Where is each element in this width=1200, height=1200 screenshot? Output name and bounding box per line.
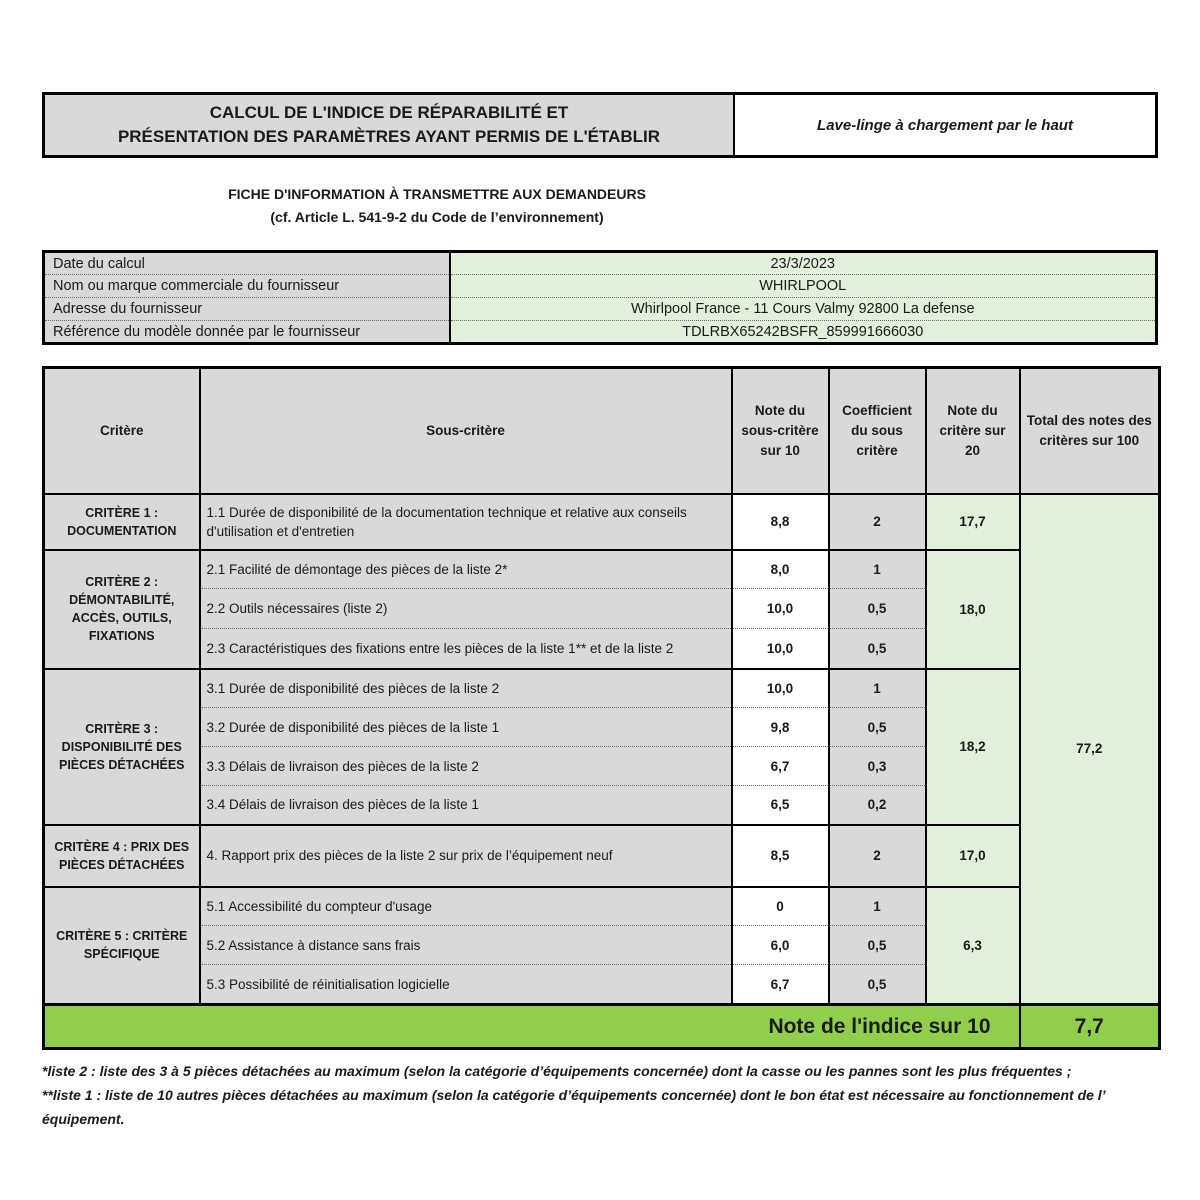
document-title-line2: PRÉSENTATION DES PARAMÈTRES AYANT PERMIS DE L'ÉTABLIR — [117, 127, 661, 146]
subtitle-line1: FICHE D'INFORMATION À TRANSMETTRE AUX DEMANDEURS — [228, 186, 646, 202]
coefficient-cell: 0,2 — [829, 786, 926, 825]
table-row — [44, 494, 1160, 550]
info-label: Nom ou marque commerciale du fournisseur — [44, 275, 450, 298]
info-value: WHIRLPOOL — [450, 275, 1157, 298]
document-title-line1: CALCUL DE L'INDICE DE RÉPARABILITÉ ET — [209, 103, 569, 122]
coefficient-cell: 2 — [829, 494, 926, 550]
table-row — [44, 550, 1160, 589]
info-value: 23/3/2023 — [450, 252, 1157, 275]
criterion-name-cell: CRITÈRE 3 : DISPONIBILITÉ DES PIÈCES DÉTACHÉES — [44, 669, 200, 825]
product-category-cell — [735, 95, 1155, 155]
coefficient-cell: 0,5 — [829, 926, 926, 965]
criterion-score-cell: 18,2 — [926, 669, 1020, 825]
column-header-critere: Critère — [44, 368, 200, 494]
info-label: Référence du modèle donnée par le fournisseur — [44, 321, 450, 344]
coefficient-cell: 0,5 — [829, 708, 926, 747]
subcriterion-label-cell: 1.1 Durée de disponibilité de la documentation technique et relative aux conseils d'utilisation et d'entretien — [200, 494, 732, 550]
info-value: Whirlpool France - 11 Cours Valmy 92800 La defense — [450, 298, 1157, 321]
subcriterion-note-cell: 6,7 — [732, 747, 829, 786]
column-header-note-critere: Note du critère sur 20 — [926, 368, 1020, 494]
subcriterion-note-cell: 0 — [732, 887, 829, 926]
info-label: Date du calcul — [44, 252, 450, 275]
info-label: Adresse du fournisseur — [44, 298, 450, 321]
column-header-sous-critere: Sous-critère — [200, 368, 732, 494]
final-score-value: 7,7 — [1020, 1005, 1160, 1049]
criterion-score-cell: 17,0 — [926, 825, 1020, 887]
table-row — [44, 321, 1157, 344]
subcriterion-label-cell: 5.2 Assistance à distance sans frais — [200, 926, 732, 965]
subcriterion-label-cell: 2.1 Facilité de démontage des pièces de la liste 2* — [200, 550, 732, 589]
table-row — [44, 275, 1157, 298]
coefficient-cell: 0,3 — [829, 747, 926, 786]
subtitle — [42, 183, 832, 229]
criterion-name-cell: CRITÈRE 2 : DÉMONTABILITÉ, ACCÈS, OUTILS, FIXATIONS — [44, 550, 200, 669]
coefficient-cell: 0,5 — [829, 589, 926, 629]
criterion-name-cell: CRITÈRE 4 : PRIX DES PIÈCES DÉTACHÉES — [44, 825, 200, 887]
final-score-row — [44, 1005, 1160, 1049]
subcriterion-label-cell: 3.1 Durée de disponibilité des pièces de la liste 2 — [200, 669, 732, 708]
subcriterion-note-cell: 6,5 — [732, 786, 829, 825]
coefficient-cell: 1 — [829, 887, 926, 926]
document-header — [42, 92, 1158, 158]
column-header-total: Total des notes des critères sur 100 — [1020, 368, 1160, 494]
subcriterion-note-cell: 8,5 — [732, 825, 829, 887]
table-row — [44, 825, 1160, 887]
subcriterion-label-cell: 2.2 Outils nécessaires (liste 2) — [200, 589, 732, 629]
criterion-score-cell: 17,7 — [926, 494, 1020, 550]
subcriterion-label-cell: 3.3 Délais de livraison des pièces de la liste 2 — [200, 747, 732, 786]
criterion-score-cell: 6,3 — [926, 887, 1020, 1005]
coefficient-cell: 1 — [829, 550, 926, 589]
subcriterion-note-cell: 6,0 — [732, 926, 829, 965]
footnote-liste-1: **liste 1 : liste de 10 autres pièces détachées au maximum (selon la catégorie d’équipements concernée) dont le bon état est nécessaire au fonctionnement de l’ équipement. — [42, 1087, 1106, 1127]
subcriterion-note-cell: 10,0 — [732, 629, 829, 669]
subcriterion-note-cell: 10,0 — [732, 669, 829, 708]
criterion-score-cell: 18,0 — [926, 550, 1020, 669]
score-table-header-row — [44, 368, 1160, 494]
coefficient-cell: 2 — [829, 825, 926, 887]
subcriterion-label-cell: 5.1 Accessibilité du compteur d'usage — [200, 887, 732, 926]
subcriterion-label-cell: 3.2 Durée de disponibilité des pièces de la liste 1 — [200, 708, 732, 747]
final-score-label: Note de l'indice sur 10 — [44, 1005, 1020, 1049]
coefficient-cell: 0,5 — [829, 965, 926, 1005]
footnotes — [42, 1059, 1158, 1131]
subcriterion-note-cell: 6,7 — [732, 965, 829, 1005]
table-row — [44, 669, 1160, 708]
subcriterion-label-cell: 5.3 Possibilité de réinitialisation logicielle — [200, 965, 732, 1005]
table-row — [44, 252, 1157, 275]
column-header-coefficient: Coefficient du sous critère — [829, 368, 926, 494]
supplier-info-table — [42, 250, 1158, 345]
table-row — [44, 887, 1160, 926]
footnote-liste-2: *liste 2 : liste des 3 à 5 pièces détachées au maximum (selon la catégorie d’équipements concernée) dont la casse ou les pannes sont les plus fréquentes ; — [42, 1063, 1072, 1079]
subcriterion-note-cell: 8,8 — [732, 494, 829, 550]
total-score-cell: 77,2 — [1020, 494, 1160, 1005]
subcriterion-note-cell: 10,0 — [732, 589, 829, 629]
table-row — [44, 298, 1157, 321]
score-table — [42, 366, 1161, 1050]
criterion-name-cell: CRITÈRE 1 : DOCUMENTATION — [44, 494, 200, 550]
subcriterion-note-cell: 8,0 — [732, 550, 829, 589]
document — [42, 92, 1158, 1131]
coefficient-cell: 0,5 — [829, 629, 926, 669]
subcriterion-label-cell: 4. Rapport prix des pièces de la liste 2 sur prix de l’équipement neuf — [200, 825, 732, 887]
document-title — [45, 95, 735, 155]
column-header-note-sous-critere: Note du sous-critère sur 10 — [732, 368, 829, 494]
criterion-name-cell: CRITÈRE 5 : CRITÈRE SPÉCIFIQUE — [44, 887, 200, 1005]
subcriterion-note-cell: 9,8 — [732, 708, 829, 747]
subtitle-line2: (cf. Article L. 541-9-2 du Code de l’environnement) — [270, 209, 604, 225]
subcriterion-label-cell: 3.4 Délais de livraison des pièces de la liste 1 — [200, 786, 732, 825]
coefficient-cell: 1 — [829, 669, 926, 708]
subcriterion-label-cell: 2.3 Caractéristiques des fixations entre les pièces de la liste 1** et de la liste 2 — [200, 629, 732, 669]
info-value: TDLRBX65242BSFR_859991666030 — [450, 321, 1157, 344]
product-category: Lave-linge à chargement par le haut — [817, 116, 1073, 134]
